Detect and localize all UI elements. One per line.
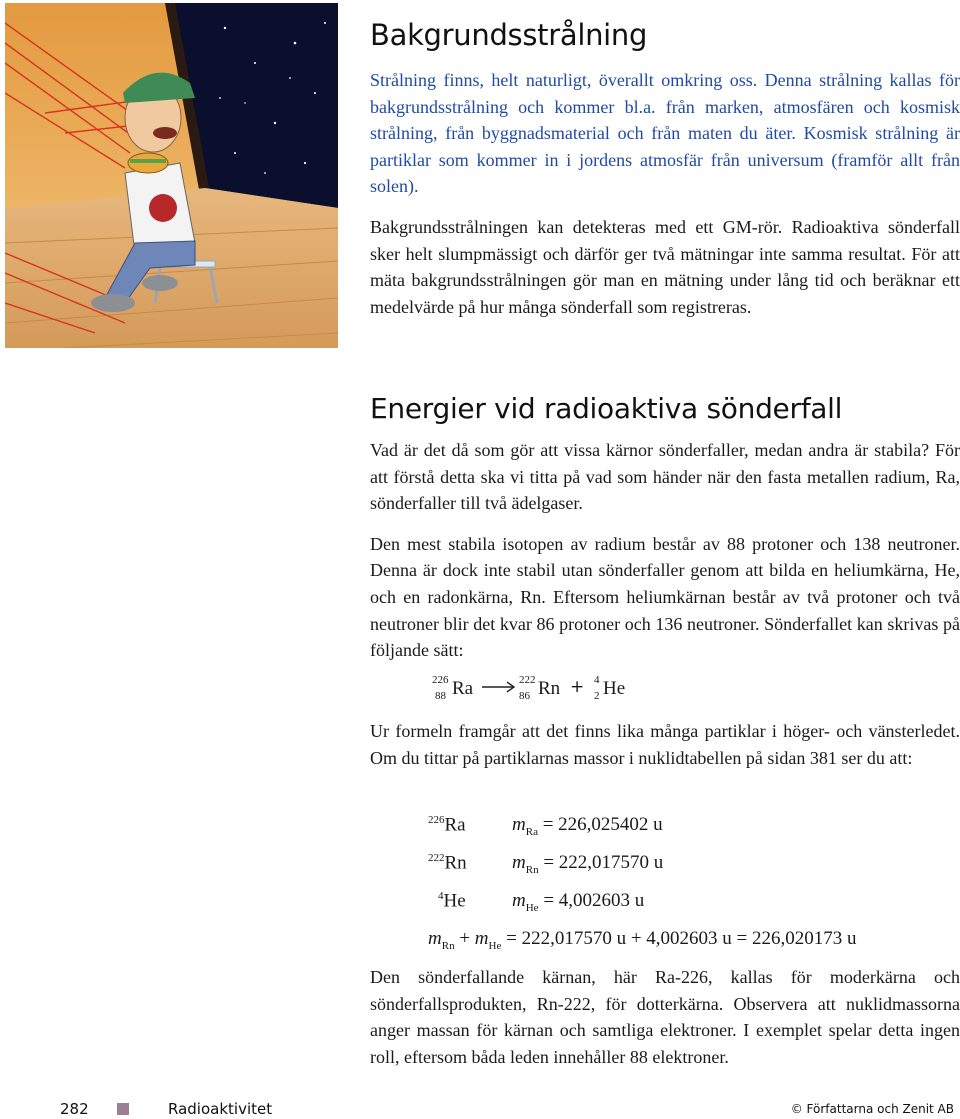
chapter-name: Radioaktivitet — [168, 1100, 273, 1118]
paragraph: Den sönderfallande kärnan, här Ra-226, kallas för moderkärna och sönderfallsprodukten, Rn-222, för dotterkärna. Observera att nuklidmassorna anger massan för kärnan och samtliga elektroner. I exemplet spelar detta ingen roll, eftersom båda leden innehåller 88 elektroner. — [370, 967, 960, 1067]
section-energies-end — [370, 964, 960, 1070]
paragraph: Ur formeln framgår att det finns lika många partiklar i höger- och vänsterledet. Om du tittar på partiklarnas massor i nuklidtabellen på sidan 381 ser du att: — [370, 721, 960, 768]
mass-sum-row: $m_{Rn} + m_{He} = 222,017570$ u + 4,002603 u = 226,020173 u — [428, 928, 857, 952]
section-energies-cont — [370, 718, 960, 771]
copyright: © Författarna och Zenit AB — [790, 1102, 954, 1116]
section-background-radiation — [370, 18, 960, 320]
square-bullet-icon — [117, 1103, 129, 1115]
section-energies — [370, 392, 960, 664]
arrow-right-icon — [480, 680, 518, 694]
page-footer — [0, 1100, 960, 1119]
paragraph: Vad är det då som gör att vissa kärnor sönderfaller, medan andra är stabila? För att förstå detta ska vi titta på vad som händer när den fasta metallen radium, Ra, sönderfaller till två ädelgaser. — [370, 440, 960, 514]
background-radiation-illustration — [5, 3, 338, 348]
decay-equation: 226 88 Ra 222 86 Rn + 4 2 He — [432, 674, 626, 702]
section-title: Energier vid radioaktiva sönderfall — [370, 392, 843, 425]
paragraph: Den mest stabila isotopen av radium består av 88 protoner och 138 neutroner. Denna är dock inte stabil utan sönderfaller genom att bilda en heliumkärna, He, och en radonkärna, Rn. Eftersom heliumkärnan består av två protoner och två neutroner blir det kvar 86 protoner och 136 neutroner. Sönderfallet kan skrivas på följande sätt: — [370, 533, 960, 661]
paragraph: Strålning finns, helt naturligt, överallt omkring oss. Denna strålning kallas för bakgrundsstrålning och kommer bl.a. från marken, atmosfären och kosmisk strålning, från byggnadsmaterial och från maten du äter. Kosmisk strålning är partiklar som kommer in i jordens atmosfär från universum (framför allt från solen). — [370, 70, 960, 197]
page-number: 282 — [60, 1100, 89, 1118]
section-title: Bakgrundsstrålning — [370, 18, 648, 52]
paragraph: Bakgrundsstrålningen kan detekteras med ett GM-rör. Radioaktiva sönderfall sker helt slumpmässigt och därför ger två mätningar inte samma resultat. För att mäta bakgrundsstrålningen gör man en mätning under lång tid och beräknar ett medelvärde på hur många sönderfall som registreras. — [370, 216, 960, 317]
